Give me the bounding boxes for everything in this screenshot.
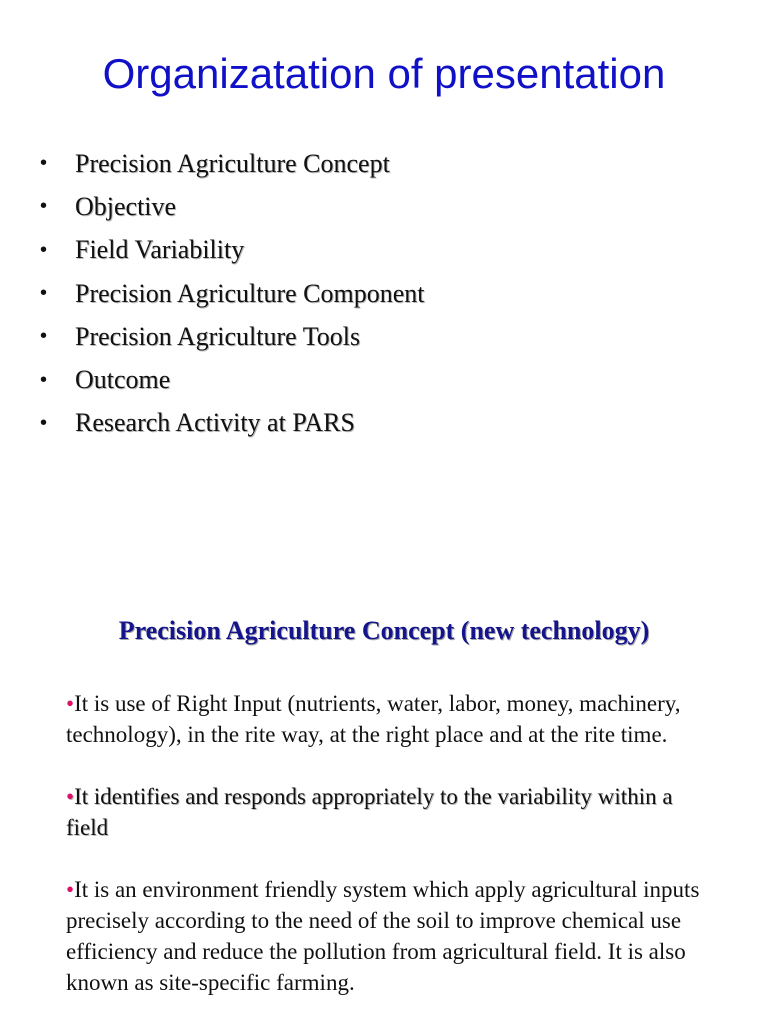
bullet-icon: •	[66, 691, 75, 716]
topic-item	[40, 229, 425, 272]
bullet-icon: •	[40, 325, 48, 348]
bullet-icon: •	[40, 282, 48, 305]
bullet-icon: •	[40, 195, 48, 218]
paragraph-text: It identifies and responds appropriately to the variability within a field	[66, 784, 673, 840]
topic-item	[40, 358, 425, 401]
bullet-icon: •	[40, 368, 48, 391]
topic-item	[40, 402, 425, 445]
concept-paragraph	[66, 781, 716, 843]
concept-paragraph	[66, 688, 716, 750]
topic-label: Precision Agriculture Component	[75, 278, 425, 308]
bullet-icon: •	[66, 784, 75, 809]
slide-title: Organizatation of presentation	[102, 50, 666, 97]
concept-paragraph	[66, 874, 716, 998]
topic-label: Precision Agriculture Tools	[75, 321, 361, 351]
concept-paragraphs	[66, 688, 716, 1024]
topic-item	[40, 185, 425, 228]
slide-title: Precision Agriculture Concept (new technology)	[118, 616, 650, 645]
topic-item	[40, 142, 425, 185]
slide-concept	[0, 560, 768, 1024]
bullet-icon: •	[40, 152, 48, 175]
topic-label: Objective	[75, 191, 177, 221]
paragraph-text: It is an environment friendly system which apply agricultural inputs precisely according to the need of the soil to improve chemical use efficiency and reduce the pollution from agricultural field. It is also known as site-specific farming.	[66, 877, 700, 995]
topic-item	[40, 315, 425, 358]
topic-label: Outcome	[75, 365, 171, 395]
paragraph-text: It is use of Right Input (nutrients, water, labor, money, machinery, technology), in the rite way, at the right place and at the rite time.	[66, 691, 681, 747]
topic-item	[40, 272, 425, 315]
topic-label: Precision Agriculture Concept	[75, 148, 390, 178]
bullet-icon: •	[40, 411, 48, 434]
bullet-icon: •	[66, 877, 75, 902]
topic-label: Field Variability	[75, 235, 245, 265]
topic-list	[40, 142, 425, 445]
bullet-icon: •	[40, 238, 48, 261]
topic-label: Research Activity at PARS	[75, 408, 355, 438]
